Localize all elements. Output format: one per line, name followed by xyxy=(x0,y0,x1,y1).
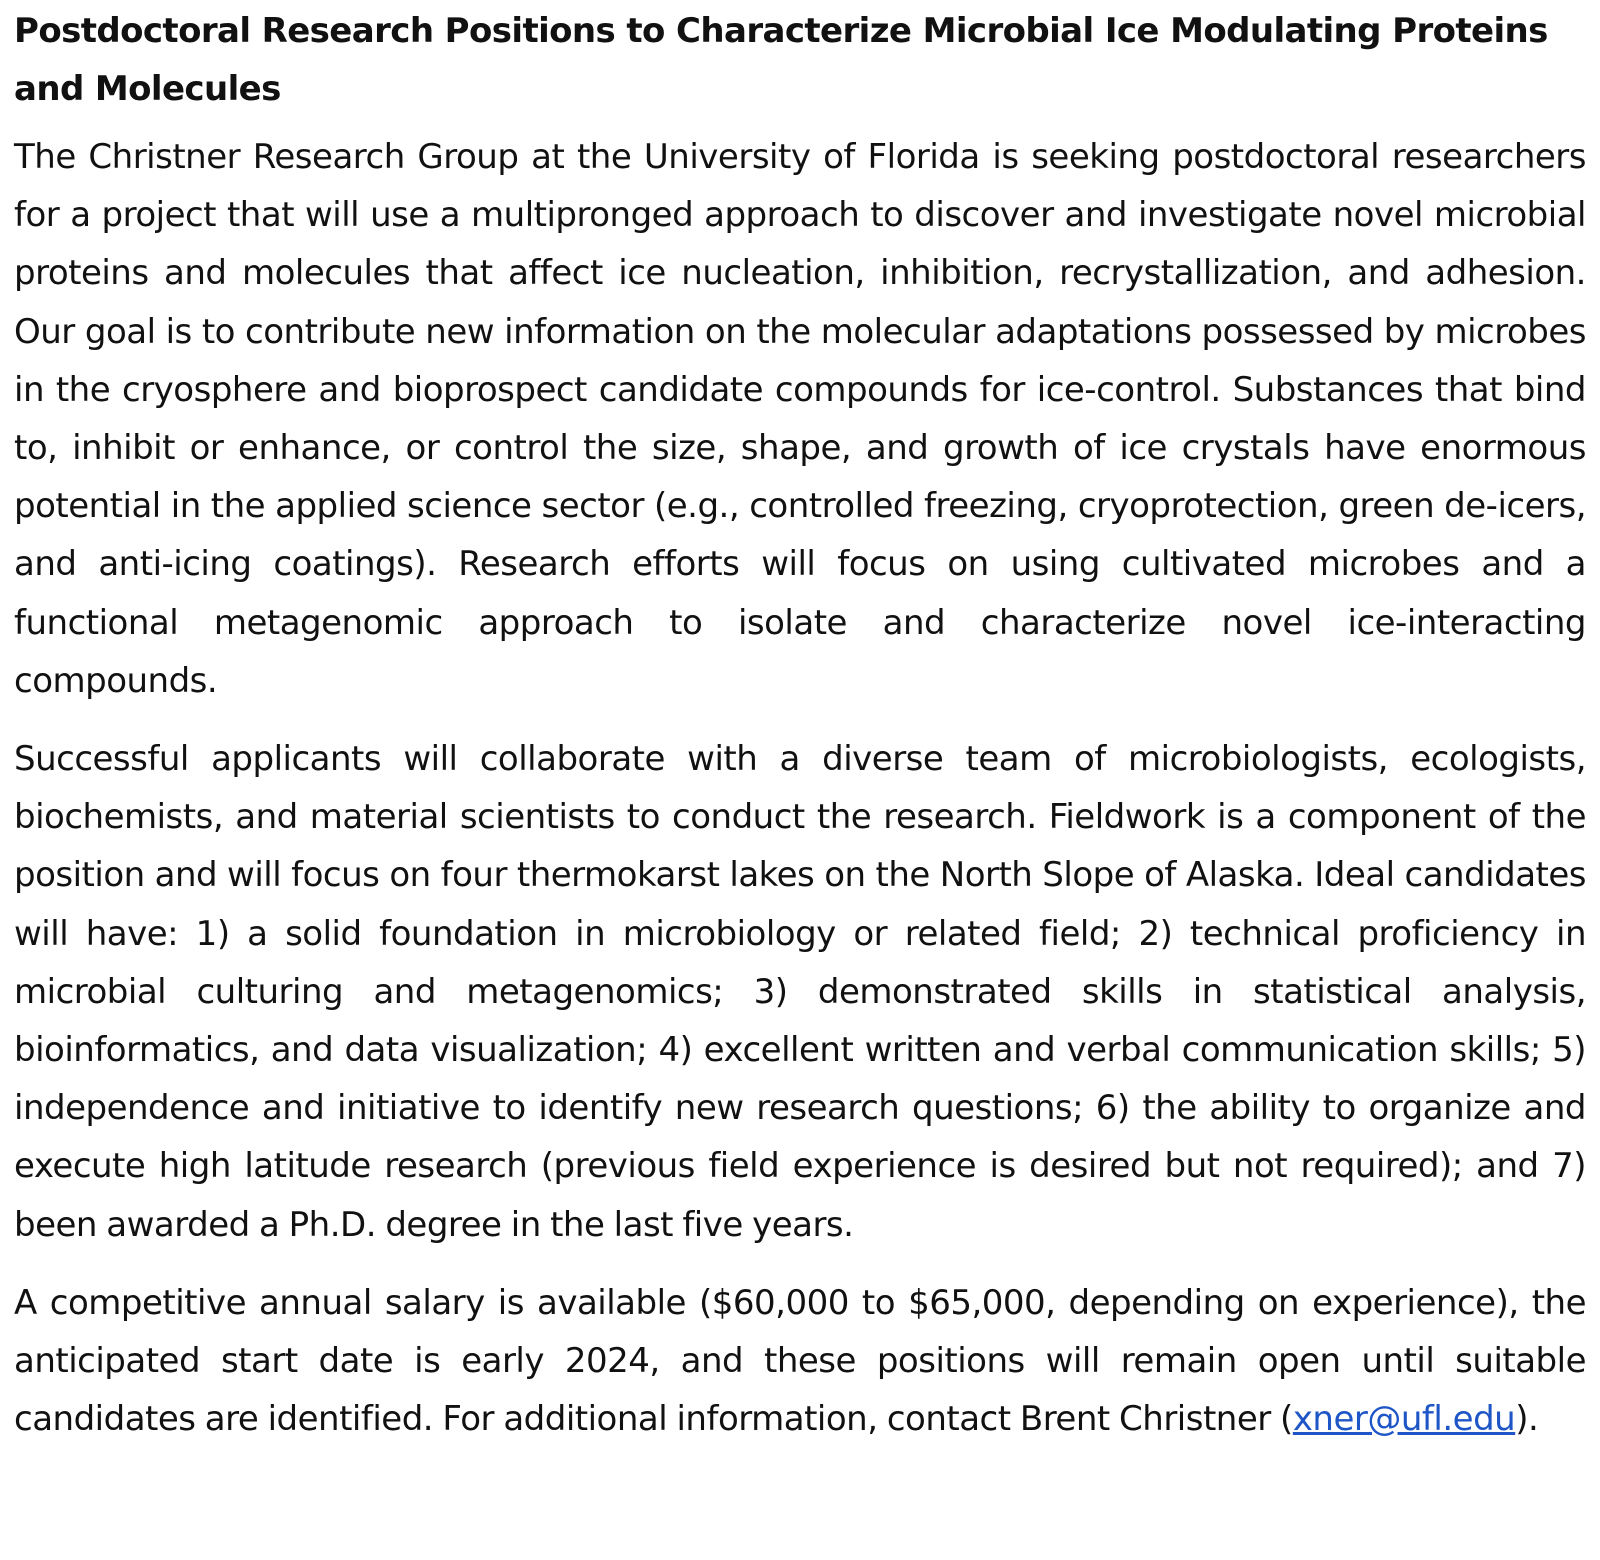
closing-punctuation: ). xyxy=(1515,1399,1539,1440)
paragraph-description: The Christner Research Group at the University of Florida is seeking postdoctoral researchers for a project that will use a multipronged approach to discover and investigate novel microbial proteins and molecules that affect ice nucleation, inhibition, recrystallization, and adhesion. Our goal is to contribute new information on the molecular adaptations possessed by microbes in the cryosphere and bioprospect candidate compounds for ice-control. Substances that bind to, inhibit or enhance, or control the size, shape, and growth of ice crystals have enormous potential in the applied science sector (e.g., controlled freezing, cryoprotection, green de-icers, and anti-icing coatings). Research efforts will focus on using cultivated microbes and a functional metagenomic approach to isolate and characterize novel ice-interacting compounds. xyxy=(14,137,1586,701)
paragraph-qualifications: Successful applicants will collaborate with a diverse team of microbiologists, ecologists, biochemists, and material scientists to conduct the research. Fieldwork is a component of the position and will focus on four thermokarst lakes on the North Slope of Alaska. Ideal candidates will have: 1) a solid foundation in microbiology or related field; 2) technical proficiency in microbial culturing and metagenomics; 3) demonstrated skills in statistical analysis, bioinformatics, and data visualization; 4) excellent written and verbal communication skills; 5) independence and initiative to identify new research questions; 6) the ability to organize and execute high latitude research (previous field experience is desired but not required); and 7) been awarded a Ph.D. degree in the last five years. xyxy=(14,739,1586,1245)
salary-contact-text: A competitive annual salary is available ($60,000 to $65,000, depending on experience), the anticipated start date is early 2024, and these positions will remain open until suitable candidates are identified. For additional information, contact Brent Christner ( xyxy=(14,1282,1586,1440)
contact-email-link[interactable]: xner@ufl.edu xyxy=(1292,1399,1516,1440)
paragraph-salary-contact xyxy=(14,1274,1586,1449)
page-title: Postdoctoral Research Positions to Characterize Microbial Ice Modulating Proteins and Molecules xyxy=(14,11,1548,109)
